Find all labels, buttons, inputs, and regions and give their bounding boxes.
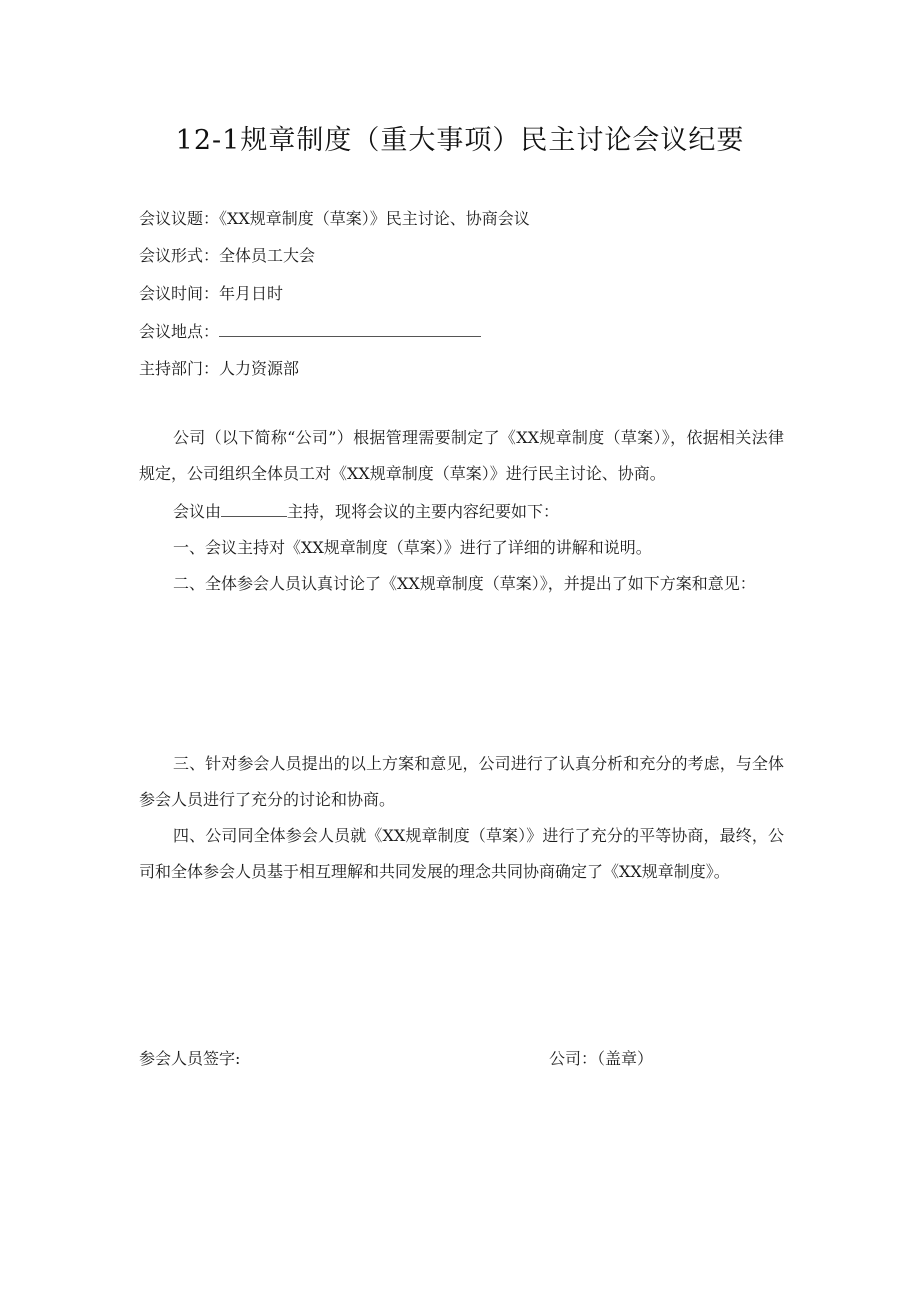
meeting-topic-value: 《XX规章制度（草案）》民主讨论、协商会议	[219, 209, 530, 228]
meeting-place-label: 会议地点：	[139, 322, 220, 341]
meeting-time	[139, 284, 283, 304]
meeting-form-label: 会议形式：	[139, 246, 220, 265]
paragraph-item-3: 三、针对参会人员提出的以上方案和意见，公司进行了认真分析和充分的考虑，与全体参会人员进行了充分的讨论和协商。	[139, 754, 784, 809]
attendees-signature-label: 参会人员签字:	[139, 1049, 241, 1068]
paragraph-intro: 公司（以下简称“公司”）根据管理需要制定了《XX规章制度（草案）》，依据相关法律规定，公司组织全体员工对《XX规章制度（草案）》进行民主讨论、协商。	[139, 428, 784, 483]
meeting-time-value: 年月日时	[219, 284, 284, 303]
meeting-form-value: 全体员工大会	[219, 246, 316, 265]
meeting-place-blank	[219, 322, 481, 337]
host-department-label: 主持部门：	[139, 359, 220, 378]
host-department	[139, 359, 299, 379]
meeting-form	[139, 246, 315, 266]
paragraph-item-2: 二、全体参会人员认真讨论了《XX规章制度（草案）》，并提出了如下方案和意见：	[173, 574, 756, 593]
paragraph-item-1: 一、会议主持对《XX规章制度（草案）》进行了详细的讲解和说明。	[173, 538, 652, 557]
paragraph-item-4: 四、公司同全体参会人员就《XX规章制度（草案）》进行了充分的平等协商，最终，公司和全体参会人员基于相互理解和共同发展的理念共同协商确定了《XX规章制度》。	[139, 826, 784, 881]
meeting-time-label: 会议时间：	[139, 284, 220, 303]
paragraph-host-before: 会议由	[173, 502, 222, 521]
paragraph-host	[139, 494, 784, 530]
document-title: 12-1规章制度（重大事项）民主讨论会议纪要	[175, 125, 745, 156]
meeting-topic-label: 会议议题：	[139, 209, 220, 228]
host-department-value: 人力资源部	[219, 359, 300, 378]
meeting-place	[139, 322, 481, 342]
host-name-blank	[221, 502, 287, 517]
meeting-topic	[139, 209, 530, 229]
paragraph-host-after: 主持，现将会议的主要内容纪要如下：	[287, 502, 560, 521]
company-seal-label: 公司：（盖章）	[549, 1049, 654, 1068]
